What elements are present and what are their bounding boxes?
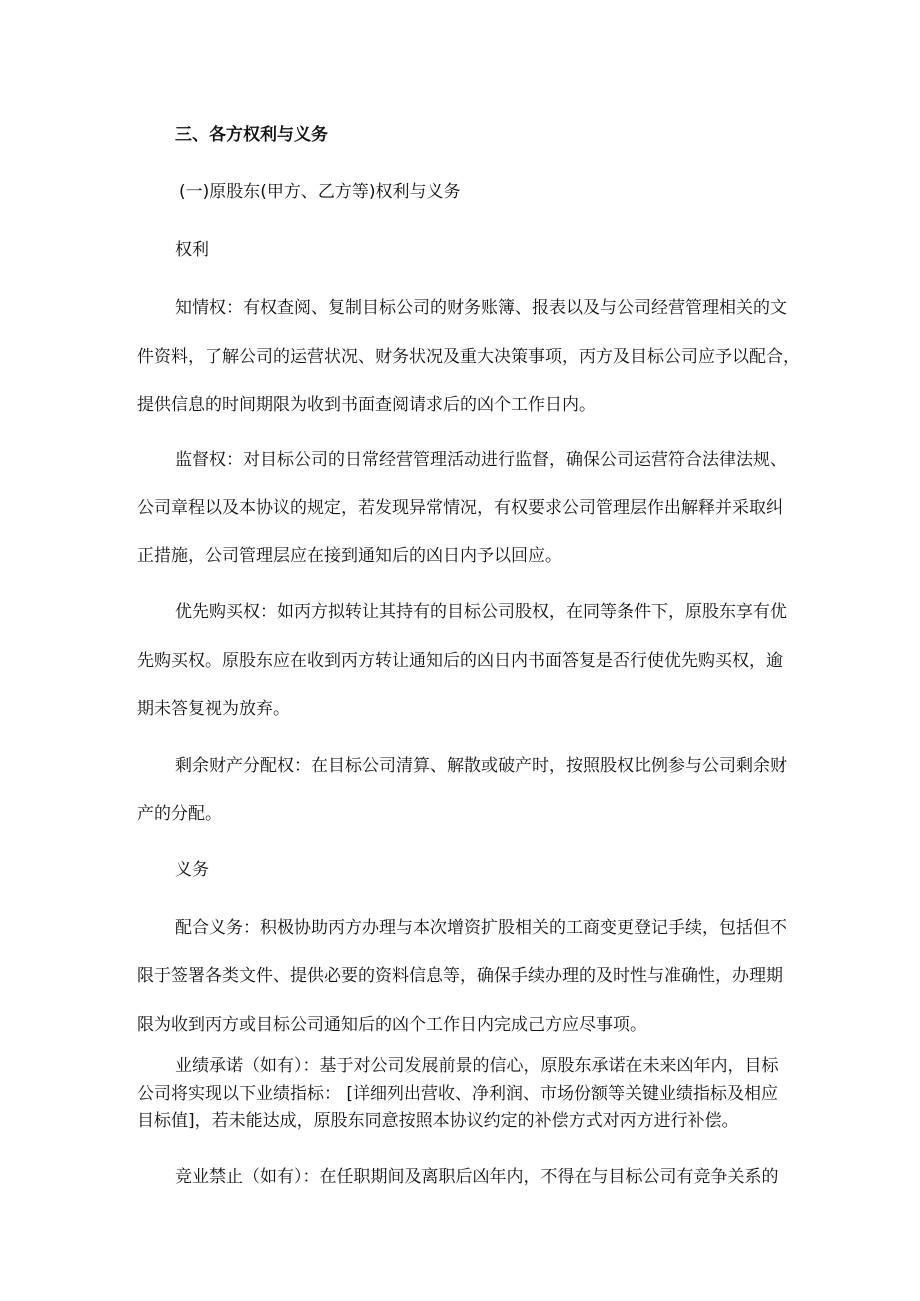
preemption-line-1: 优先购买权：如丙方拟转让其持有的目标公司股权，在同等条件下，原股东享有优 — [175, 602, 787, 622]
supervision-line-2: 公司章程以及本协议的规定，若发现异常情况，有权要求公司管理层作出解释并采取纠 — [137, 498, 783, 518]
right-to-know-line-1: 知情权：有权查阅、复制目标公司的财务账簿、报表以及与公司经营管理相关的文 — [175, 298, 787, 318]
residual-property-line-1: 剩余财产分配权：在目标公司清算、解散或破产时，按照股权比例参与公司剩余财 — [175, 756, 787, 776]
right-to-know-line-3: 提供信息的时间期限为收到书面查阅请求后的凶个工作日内。 — [137, 395, 596, 415]
performance-line-1: 业绩承诺（如有）：基于对公司发展前景的信心，原股东承诺在未来凶年内，目标 — [175, 1056, 779, 1076]
preemption-line-2: 先购买权。原股东应在收到丙方转让通知后的凶日内书面答复是否行使优先购买权，逾 — [137, 651, 783, 671]
right-to-know-line-2: 件资料，了解公司的运营状况、财务状况及重大决策事项，丙方及目标公司应予以配合， — [137, 347, 800, 367]
supervision-line-1: 监督权：对目标公司的日常经营管理活动进行监督，确保公司运营符合法律法规、 — [175, 450, 787, 470]
performance-line-2: 公司将实现以下业绩指标： [详细列出营收、净利润、市场份额等关键业绩指标及相应 — [137, 1084, 779, 1104]
cooperation-line-1: 配合义务：积极协助丙方办理与本次增资扩股相关的工商变更登记手续，包括但不 — [175, 918, 787, 938]
cooperation-line-2: 限于签署各类文件、提供必要的资料信息等，确保手续办理的及时性与准确性，办理期 — [137, 966, 783, 986]
residual-property-line-2: 产的分配。 — [137, 804, 222, 824]
subsection-title: (一)原股东(甲方、乙方等)权利与义务 — [179, 182, 461, 202]
performance-line-3: 目标值]，若未能达成，原股东同意按照本协议约定的补偿方式对丙方进行补偿。 — [137, 1111, 739, 1131]
rights-heading: 权利 — [175, 240, 209, 260]
preemption-line-3: 期未答复视为放弃。 — [137, 699, 290, 719]
non-compete-line-1: 竞业禁止（如有）：在任职期间及离职后凶年内，不得在与目标公司有竞争关系的 — [175, 1167, 779, 1187]
supervision-line-3: 正措施，公司管理层应在接到通知后的凶日内予以回应。 — [137, 546, 562, 566]
section-title: 三、各方权利与义务 — [175, 125, 328, 145]
obligations-heading: 义务 — [175, 860, 209, 880]
cooperation-line-3: 限为收到丙方或目标公司通知后的凶个工作日内完成己方应尽事项。 — [137, 1015, 647, 1035]
